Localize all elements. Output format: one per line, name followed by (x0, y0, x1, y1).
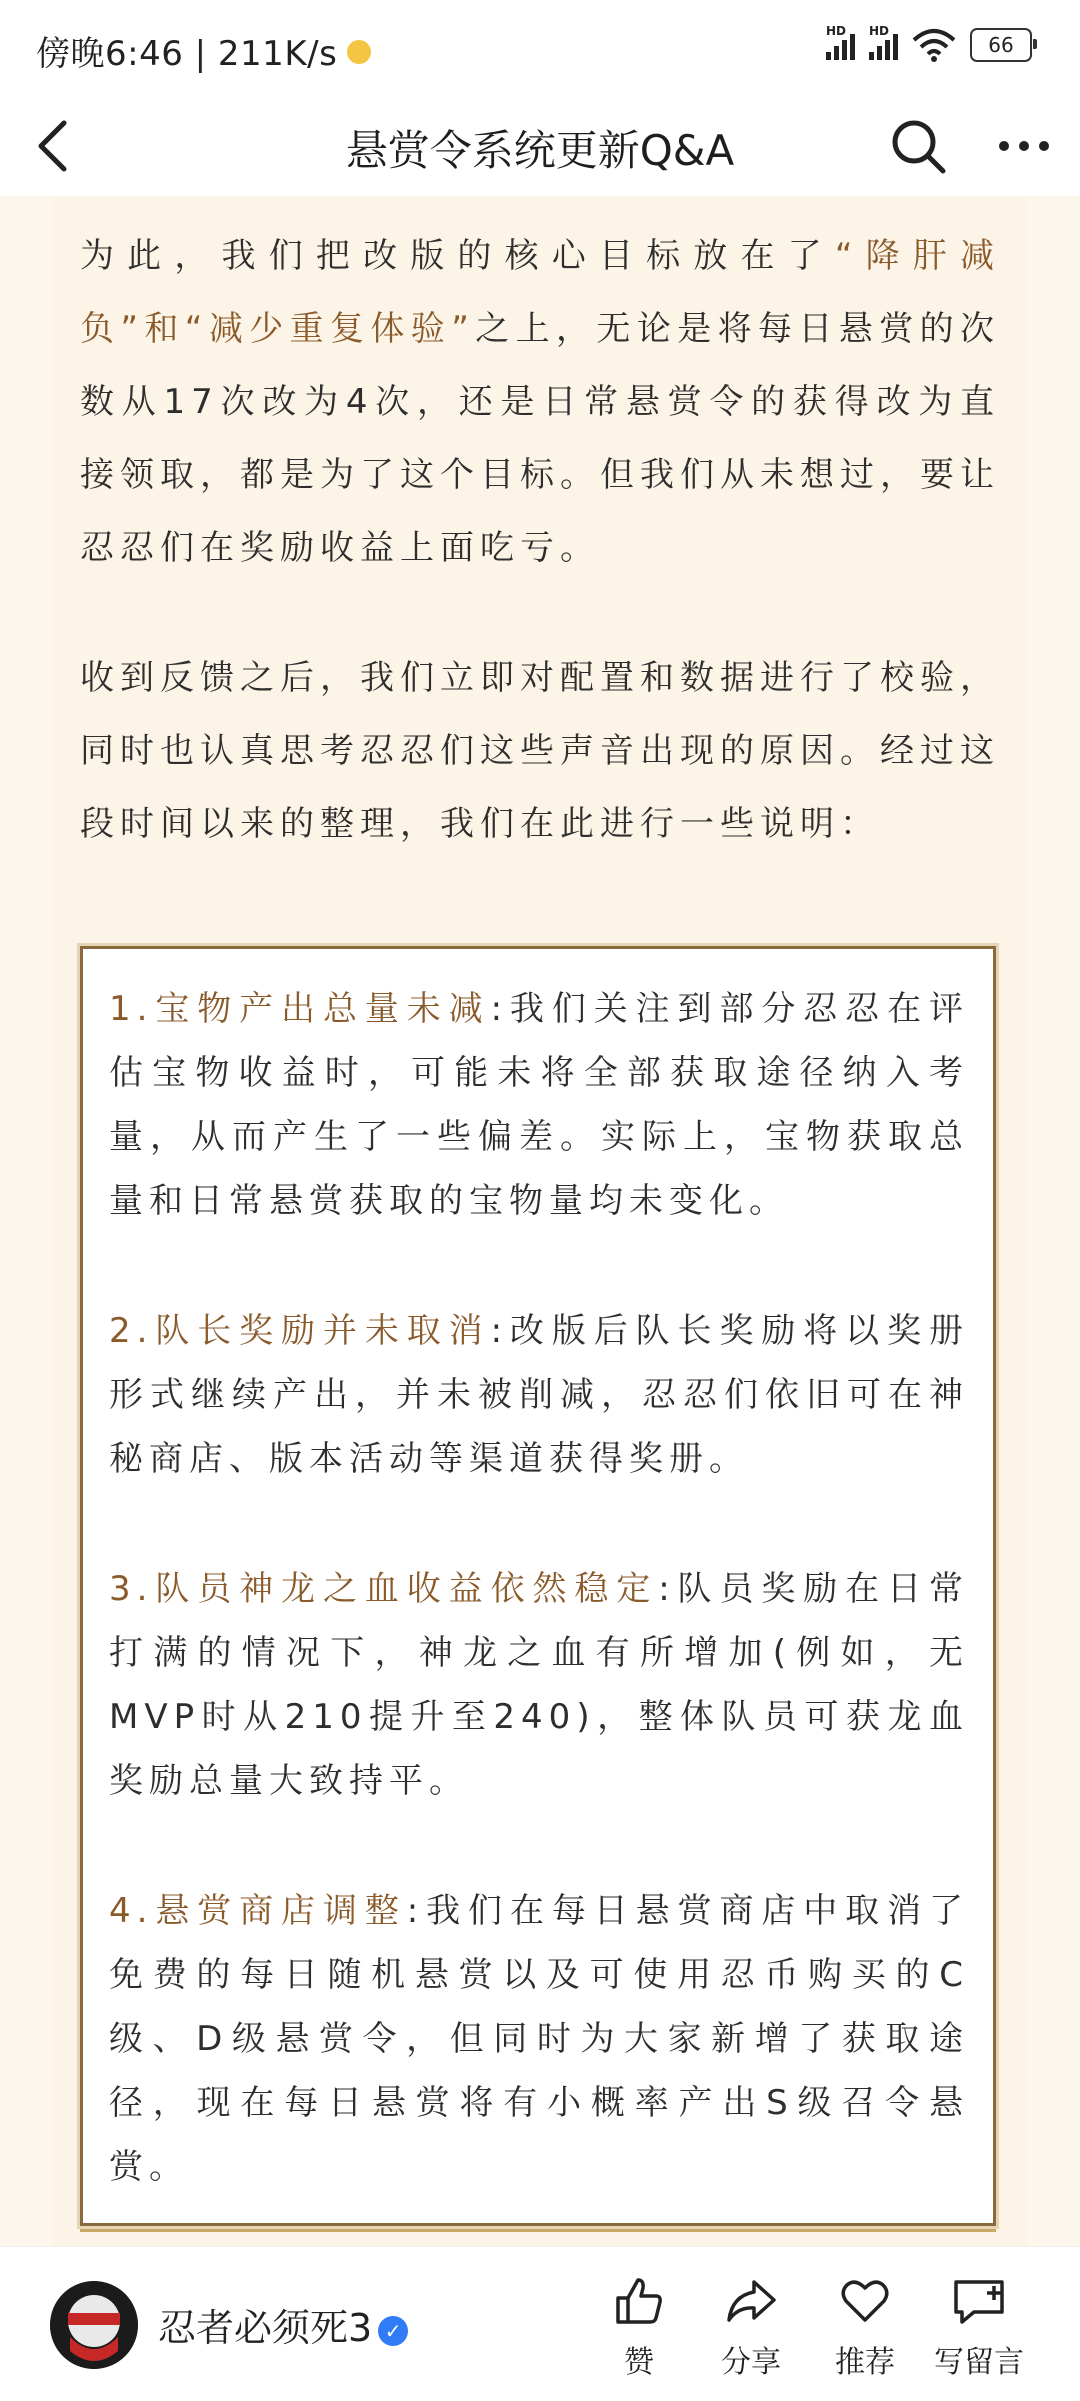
highlight-text: “降肝减负”和“减少重复体验” (80, 236, 1000, 349)
nav-bar (0, 96, 1080, 196)
notice-item-title: 3.队员神龙之血收益依然稳定 (109, 1569, 659, 1609)
wifi-icon (912, 28, 956, 62)
notice-box (80, 946, 996, 2226)
signal-2-icon (869, 24, 898, 60)
status-time (36, 26, 371, 75)
more-dots-icon (998, 140, 1050, 152)
notice-item-title: 4.悬赏商店调整 (109, 1891, 407, 1931)
paragraph-1-text-a: 为此，我们把改版的核心目标放在了 (80, 236, 835, 276)
paragraph-2: 收到反馈之后，我们立即对配置和数据进行了校验，同时也认真思考忍忍们这些声音出现的原因。经过这段时间以来的整理，我们在此进行一些说明： (80, 658, 1000, 844)
comment-button[interactable] (924, 2269, 1034, 2381)
paragraph-1-text-b: 之上，无论是将每日悬赏的次数从17次改为4次，还是日常悬赏令的获得改为直接领取，都是为了这个目标。但我们从未想过，要让忍忍们在奖励收益上面吃亏。 (80, 309, 1001, 568)
notice-item-body: :我们在每日悬赏商店中取消了免费的每日随机悬赏以及可使用忍币购买的C级、D级悬赏令，但同时为大家新增了获取途径，现在每日悬赏将有小概率产出S级召令悬赏。 (109, 1891, 969, 2187)
like-button[interactable] (584, 2269, 694, 2381)
battery-level: 66 (988, 33, 1014, 57)
comment-plus-icon (950, 2274, 1008, 2328)
search-button[interactable] (886, 114, 950, 178)
notification-emoji-icon (347, 40, 371, 64)
notice-item-4 (109, 1879, 969, 2199)
notice-item-body: :我们关注到部分忍忍在评估宝物收益时，可能未将全部获取途径纳入考量，从而产生了一些偏差。实际上，宝物获取总量和日常悬赏获取的宝物量均未变化。 (109, 989, 969, 1221)
article-body (52, 196, 1028, 2246)
ninja-avatar-icon (50, 2281, 138, 2369)
more-button[interactable] (992, 114, 1056, 178)
verified-badge-icon: ✓ (378, 2316, 408, 2346)
battery-icon (970, 28, 1032, 62)
recommend-label: 推荐 (835, 2345, 895, 2380)
status-time-text: 傍晚6:46 | 211K/s (36, 34, 338, 74)
notice-item-1 (109, 977, 969, 1233)
notice-item-body: :队员奖励在日常打满的情况下，神龙之血有所增加(例如，无MVP时从210提升至240)，整体队员可获龙血奖励总量大致持平。 (109, 1569, 969, 1801)
paragraph-1 (80, 220, 1000, 585)
notice-item-3 (109, 1557, 969, 1813)
author-avatar[interactable] (50, 2281, 138, 2369)
hd-label: HD (869, 24, 890, 38)
status-indicators (826, 24, 1032, 62)
signal-1-icon (826, 24, 855, 60)
like-label: 赞 (624, 2345, 654, 2380)
hd-label: HD (826, 24, 847, 38)
notice-item-title: 2.队长奖励并未取消 (109, 1311, 491, 1351)
recommend-button[interactable] (810, 2269, 920, 2381)
heart-icon (838, 2274, 892, 2328)
share-button[interactable] (696, 2269, 806, 2381)
author-name-text: 忍者必须死3 (158, 2306, 373, 2350)
author-name[interactable] (158, 2297, 408, 2352)
share-label: 分享 (721, 2345, 781, 2380)
bottom-bar (0, 2246, 1080, 2401)
search-icon (889, 117, 947, 175)
page-title: 悬赏令系统更新Q&A (345, 126, 735, 175)
notice-item-body: :改版后队长奖励将以奖册形式继续产出，并未被削减，忍忍们依旧可在神秘商店、版本活动等渠道获得奖册。 (109, 1311, 969, 1479)
comment-label: 写留言 (934, 2345, 1024, 2380)
share-icon (724, 2274, 778, 2328)
status-bar (0, 0, 1080, 96)
thumbs-up-icon (612, 2274, 666, 2328)
notice-item-2 (109, 1299, 969, 1491)
notice-item-title: 1.宝物产出总量未减 (109, 989, 491, 1029)
